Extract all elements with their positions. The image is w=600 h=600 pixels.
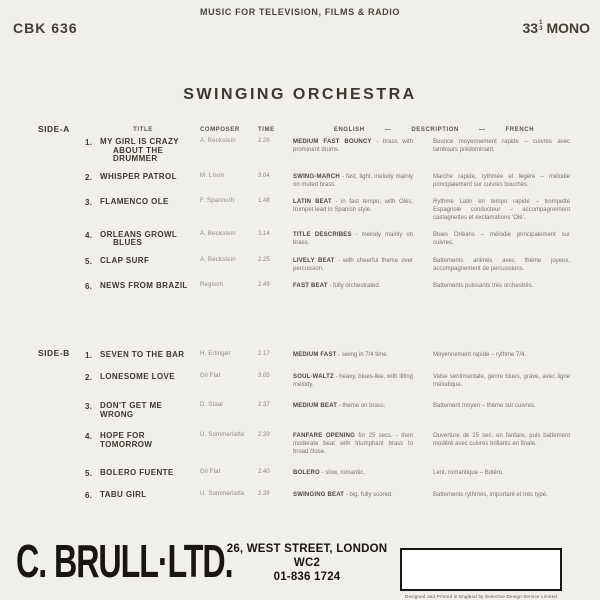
track-composer: A. Beckstein [200, 138, 236, 144]
track-description-french: Rythme Latin en tempo rapide – trompette Espagnole conducteur – accompagnement castagnettes et exclamations 'Olé'. [433, 198, 570, 221]
track-row [85, 432, 600, 456]
track-number: 6. [85, 491, 93, 500]
column-header-description [293, 127, 575, 133]
track-description-lead: LIVELY BEAT [293, 257, 335, 264]
track-title: WHISPER PATROL [100, 171, 177, 181]
album-title: SWINGING ORCHESTRA [183, 86, 417, 103]
track-composer: A. Beckstein [200, 256, 236, 263]
track-description-lead: TITLE DESCRIBES [293, 231, 352, 238]
track-description-english [293, 231, 425, 248]
track-description-lead: MEDIUM FAST [293, 352, 337, 358]
track-description-rest: - melody mainly on brass. [293, 231, 413, 246]
track-title: CLAP SURF [100, 255, 150, 265]
track-number: 3. [85, 402, 93, 411]
track-description-lead: LATIN BEAT [293, 198, 332, 205]
speed-mode: MONO [546, 20, 590, 36]
track-description-english [293, 257, 425, 273]
blank-stamp-box [400, 548, 562, 591]
track-description-french: Battement moyen – thème sur cuivres. [433, 403, 536, 409]
column-header-time: TIME [258, 127, 275, 133]
column-header-description-label: DESCRIPTION [411, 127, 459, 133]
track-description-english [293, 373, 425, 389]
company-address [216, 542, 398, 584]
track-description-rest: - brass with prominent drums. [293, 139, 413, 153]
track-number: 4. [85, 230, 93, 240]
track-description-french: Battements puissants très orchestrés. [433, 282, 534, 289]
track-description-french: Battements rythmés, important et très typé. [433, 492, 548, 498]
track-description-french: Ouverture de 25 sec. en fanfare, puis battement modéré avec cuivres brillants en finale. [433, 433, 570, 447]
side-b-label: SIDE-B [38, 348, 70, 358]
track-time: 2.17 [258, 351, 270, 357]
track-time: 1.48 [258, 197, 270, 204]
track-description-rest: - fast, light, melody mainly on muted brass. [293, 173, 413, 188]
track-description-english [293, 351, 425, 360]
speed-fraction-denominator: 3 [539, 25, 543, 32]
side-a-label: SIDE-A [38, 124, 70, 134]
track-title: BOLERO FUENTE [100, 468, 174, 477]
track-number: 4. [85, 432, 93, 441]
print-credit: Designed and Printed in England by Selective Design Service Limited [405, 594, 557, 599]
track-title: NEWS FROM BRAZIL [100, 280, 188, 290]
address-line1: 26, WEST STREET, LONDON WC2 [226, 543, 388, 569]
track-description-french: Marche rapide, rythmée et légère – mélodie principalement sur cuivres bouchés. [433, 173, 570, 188]
side-b-rows [0, 347, 600, 500]
track-number: 2. [85, 373, 93, 382]
track-description-lead: FANFARE OPENING [293, 433, 355, 439]
track-composer: Gil Flat [200, 373, 221, 379]
track-title: HOPE FOR TOMORROW [100, 431, 153, 449]
track-description-french: Valse sentimentale, genre blues, grave, avec ligne mélodique. [433, 374, 570, 388]
speed-mono-label [523, 20, 590, 36]
track-time: 2.37 [258, 402, 270, 408]
track-row [85, 402, 600, 419]
track-row [85, 282, 600, 291]
side-a-section [0, 123, 600, 300]
track-number: 2. [85, 172, 93, 182]
side-a-rows [0, 123, 600, 291]
dash-separator: — [478, 127, 486, 133]
track-row [85, 491, 600, 500]
track-description-rest: - fully orchestrated. [327, 282, 381, 289]
track-time: 3.14 [258, 230, 270, 237]
speed-fraction-numerator: 1 [539, 20, 543, 26]
track-row [85, 198, 600, 222]
track-time: 2.40 [258, 469, 270, 475]
track-number: 3. [85, 197, 93, 207]
track-description-lead: SWING-MARCH [293, 173, 340, 180]
column-header-title: TITLE [133, 127, 153, 133]
track-description-rest: for 25 secs. - then moderate beat with triumphant brass to broad close. [293, 433, 413, 455]
track-number: 5. [85, 469, 93, 478]
track-composer: Gil Flat [200, 469, 221, 475]
track-description-french: Lent, romantique – Boléro. [433, 470, 504, 476]
track-description-rest: - swing in 7/4 time. [336, 352, 389, 358]
track-description-rest: - slow, romantic. [319, 470, 365, 476]
track-description-rest: - heavy, blues-like, with lilting melody. [293, 374, 413, 388]
track-description-lead: SWINGING BEAT [293, 492, 345, 498]
track-composer: U. Sommerlatte [200, 491, 245, 497]
track-row [85, 173, 600, 189]
track-description-lead: FAST BEAT [293, 282, 328, 289]
track-number: 1. [85, 351, 93, 360]
track-row [85, 138, 600, 164]
track-composer: A. Beckstein [200, 230, 236, 237]
track-title: FLAMENCO OLE [100, 196, 169, 206]
track-title: ORLEANS GROWL BLUES [100, 229, 178, 247]
column-header-english: ENGLISH [333, 127, 365, 133]
track-composer: H. Erlinger [200, 351, 231, 357]
track-description-rest: - theme on brass. [337, 403, 386, 409]
track-description-english [293, 491, 425, 500]
track-row [85, 231, 600, 248]
track-composer: D. Staal [200, 402, 223, 408]
track-description-english [293, 198, 425, 222]
track-description-lead: MEDIUM FAST BOUNCY [293, 139, 372, 145]
column-header-composer: COMPOSER [200, 127, 240, 133]
track-composer: M. Lison [200, 172, 225, 179]
track-description-lead: MEDIUM BEAT [293, 403, 338, 409]
track-number: 6. [85, 281, 93, 291]
track-title: LONESOME LOVE [100, 372, 175, 381]
track-time: 2.39 [258, 432, 270, 438]
track-description-rest: - in fast tempo, with Olés, trumpet lead in Spanish style. [293, 198, 414, 213]
company-name: C. BRULL·LTD. [16, 535, 233, 587]
track-title: MY GIRL IS CRAZY ABOUT THE DRUMMER [100, 137, 180, 163]
track-row [85, 257, 600, 273]
track-row [85, 373, 600, 389]
track-number: 5. [85, 256, 93, 266]
dash-separator: — [384, 127, 392, 133]
track-description-rest: - big, fully scored. [344, 492, 393, 498]
track-description-english [293, 432, 425, 456]
speed-number: 33 [522, 20, 539, 36]
track-row [85, 351, 600, 360]
track-composer: F. Spannuth [200, 197, 235, 204]
track-time: 2.28 [258, 138, 270, 144]
catalog-number: CBK 636 [13, 20, 78, 36]
track-description-lead: BOLERO [293, 470, 320, 476]
track-description-english [293, 402, 425, 419]
track-description-french: Moyennement rapide – rythme 7/4. [433, 352, 527, 358]
column-header-row [85, 127, 600, 133]
track-description-rest: - with cheerful theme over percussion. [293, 257, 413, 272]
track-composer: U. Sommerlatte [200, 432, 245, 438]
track-title: SEVEN TO THE BAR [100, 350, 185, 359]
track-title: TABU GIRL [100, 490, 147, 499]
track-time: 3.04 [258, 172, 270, 179]
track-description-english [293, 173, 425, 189]
speed-fraction [539, 21, 542, 32]
header-top-line: MUSIC FOR TELEVISION, FILMS & RADIO [199, 7, 400, 17]
track-time: 2.39 [258, 491, 270, 497]
track-time: 3.05 [258, 373, 270, 379]
address-phone: 01-836 1724 [273, 571, 341, 583]
track-description-french: Blues Orléans – mélodie principalement sur cuivres. [433, 231, 570, 246]
track-composer: Regisch [200, 281, 224, 288]
track-number: 1. [85, 138, 93, 147]
track-time: 2.49 [258, 281, 270, 288]
track-row [85, 469, 600, 478]
side-b-section [0, 347, 600, 513]
track-description-french: Bounce moyennement rapide – cuivres avec tambours prédominant. [433, 139, 570, 153]
track-description-english [293, 282, 425, 291]
track-description-english [293, 138, 425, 164]
column-header-french: FRENCH [505, 127, 535, 133]
track-description-lead: SOUL-WALTZ [293, 374, 334, 380]
track-description-english [293, 469, 425, 478]
track-time: 2.25 [258, 256, 270, 263]
track-description-french: Battements animés avec thème joyeux, accompagnement de percussions. [433, 257, 570, 272]
track-title: DON'T GET ME WRONG [100, 401, 163, 419]
